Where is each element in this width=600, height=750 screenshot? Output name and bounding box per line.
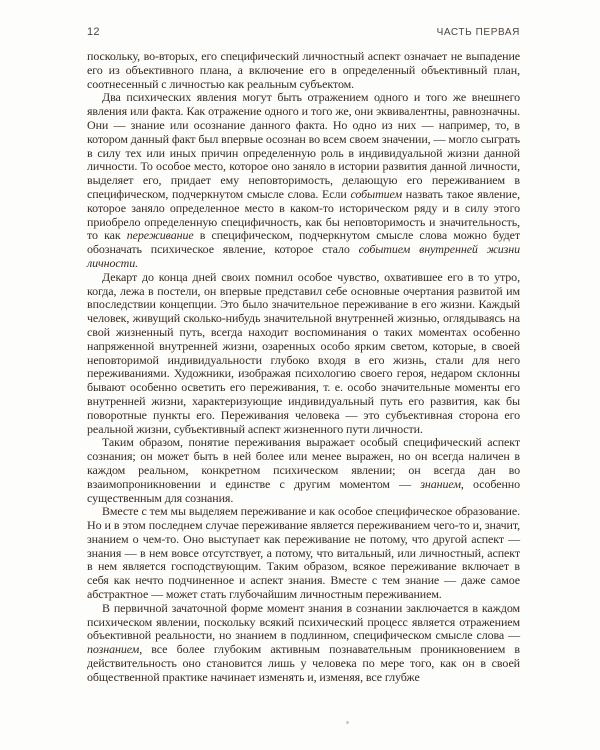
text-segment: , все более глубоким активным познавательным проникновением в действительность оно становится лишь у человека по мере того, как он в своей общественной практике начинает изменять и, изменяя, все глубже: [87, 642, 520, 684]
running-title: ЧАСТЬ ПЕРВАЯ: [436, 27, 520, 38]
italic-text-segment: знанием: [420, 476, 461, 491]
paragraph: [87, 271, 520, 437]
italic-text-segment: событием: [350, 186, 403, 201]
text-segment: в специфическом, подчеркнутом смысле слова можно будет обозначать психическое явление, которое стало: [87, 228, 520, 257]
text-segment: Таким образом, понятие переживания выражает особый специфический аспект сознания; он может быть в ней более или менее выражен, но он всегда наличен в каждом реальном, конкретном психическом явлении; он всегда дан во взаимопроникновении и единстве с другим моментом —: [87, 435, 520, 491]
text-segment: Вместе с тем мы выделяем переживание и как особое специфическое образование. Но и в этом последнем случае переживание является переживанием чего-то и, значит, знанием о чем-то. Оно выступает как переживание не потому, что другой аспект — знания — в нем вовсе отсутствует, а потому, что витальный, или личностный, аспект в нем является господствующим. Таким образом, всякое переживание включает в себя как нечто подчиненное и аспект знания. Вместе с тем знание — даже самое абстрактное — может стать глубочайшим личностным переживанием.: [87, 504, 520, 602]
text-segment: Декарт до конца дней своих помнил особое чувство, охватившее его в то утро, когда, лежа в постели, он впервые представил себе основные очертания развитой им впоследствии концепции. Это было значительное переживание в его жизни. Каждый человек, живущий сколько-нибудь значительной внутренней жизнью, оглядываясь на свой жизненный путь, всегда находит воспоминания о таких моментах особенно напряженной внутренней жизни, озаренных особо ярким светом, которые, в своей неповторимой индивидуальности глубоко входя в его жизнь, стали для него переживаниями. Художники, изображая психологию своего героя, недаром склонны бывают особенно осветить его переживания, т. е. особо значительные моменты его внутренней жизни, характеризующие индивидуальный путь его развития, как бы поворотные пункты его. Переживания человека — это субъективная сторона его реальной жизни, субъективный аспект жизненного пути личности.: [87, 269, 520, 436]
running-head: [87, 26, 520, 38]
text-segment: В первичной зачаточной форме момент знания в сознании заключается в каждом психическом явлении, поскольку всякий психический процесс является отражением объективной реальности, но знанием в подлинном, специфическом смысле слова —: [87, 600, 520, 643]
text-block: [87, 50, 520, 685]
text-segment: поскольку, во-вторых, его специфический личностный аспект означает не выпадение его из объективного плана, а включение его в определенный объективный план, соотнесенный с личностью как реальным субъектом.: [87, 49, 520, 91]
italic-text-segment: переживание: [126, 228, 194, 243]
paragraph: [87, 505, 520, 602]
text-segment: назвать такое явление, которое заняло определенное место в каком-то историческом ряду и в силу этого приобрело определенную специфичность, как бы неповторимость и значительность, то как: [87, 186, 520, 243]
text-segment: , особенно существенным для сознания.: [87, 476, 520, 505]
paragraph: [87, 602, 520, 685]
paragraph: [87, 91, 520, 270]
scan-artifact-dot: [346, 721, 349, 724]
paragraph: [87, 50, 520, 91]
text-segment: Два психических явления могут быть отражением одного и того же внешнего явления или факта. Как отражение одного и того же, они эквивалентны, равнозначны. Они — знание или осознание данного факта. Но одно из них — например, то, в котором данный факт был впервые осознан во всем своем значении, — могло сыграть в силу тех или иных причин определенную роль в индивидуальной жизни данной личности. То особое место, которое оно заняло в истории развития данной личности, выделяет его, придает ему неповторимость, делающую его переживанием в специфическом, подчеркнутом смысле слова. Если: [87, 90, 520, 201]
italic-text-segment: познанием: [87, 642, 140, 657]
italic-text-segment: событием внутренней жизни личности.: [87, 242, 520, 270]
paragraph: [87, 436, 520, 505]
page-number: 12: [87, 26, 100, 38]
